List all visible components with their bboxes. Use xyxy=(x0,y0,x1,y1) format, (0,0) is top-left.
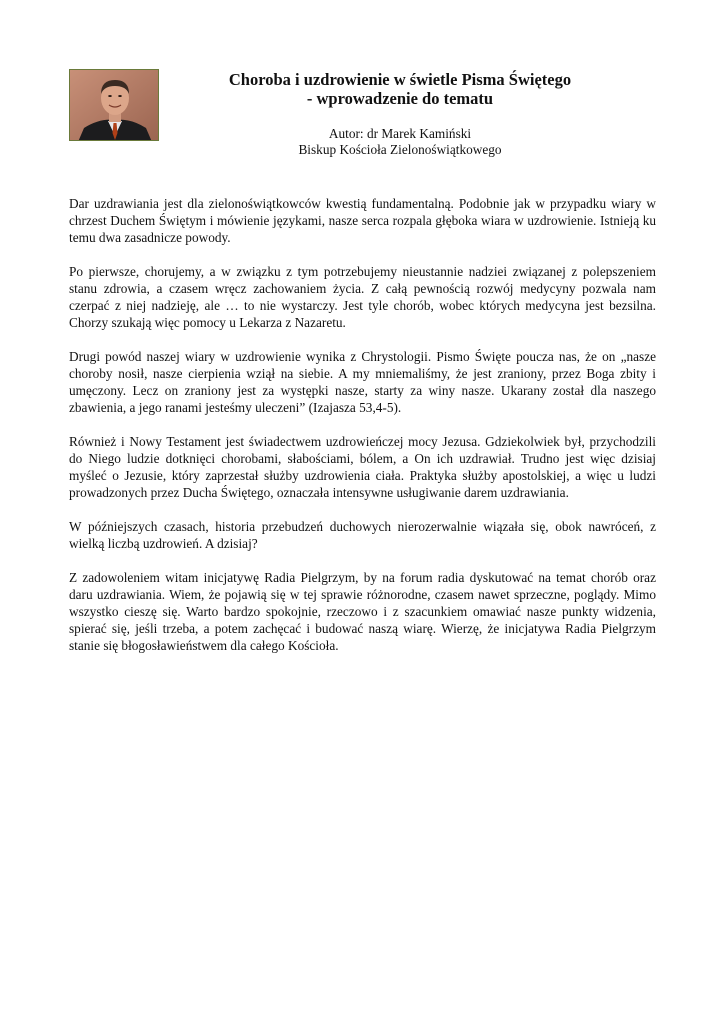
author-photo xyxy=(69,69,159,141)
author-block xyxy=(160,126,640,158)
document-body xyxy=(69,195,656,671)
title-line-1: Choroba i uzdrowienie w świetle Pisma Świętego xyxy=(228,70,572,89)
document-header xyxy=(160,70,640,158)
paragraph: W późniejszych czasach, historia przebudzeń duchowych nierozerwalnie wiązała się, obok nawróceń, z wielką liczbą uzdrowień. A dzisiaj? xyxy=(69,519,656,551)
paragraph: Również i Nowy Testament jest świadectwem uzdrowieńczej mocy Jezusa. Gdziekolwiek był, przychodzili do Niego ludzie dotknięci chorobami, słabościami, bólem, a On ich uzdrawiał. Trudno jest więc dzisiaj myśleć o Jezusie, który zaprzestał służby uzdrowienia ciała. Praktyka służby apostolskiej, a więc u ludzi prowadzonych przez Ducha Świętego, oznaczała intensywne usługiwanie darem uzdrawiania. xyxy=(69,434,656,500)
paragraph: Dar uzdrawiania jest dla zielonoświątkowców kwestią fundamentalną. Podobnie jak w przypadku wiary w chrzest Duchem Świętym i mówienie językami, nasze serca rozpala głęboka wiara w uzdrowienie. Istnieją ku temu dwa zasadnicze powody. xyxy=(69,196,656,245)
paragraph: Z zadowoleniem witam inicjatywę Radia Pielgrzym, by na forum radia dyskutować na temat chorób oraz daru uzdrawiania. Wiem, że pojawią się w tej sprawie różnorodne, czasem nawet sprzeczne, poglądy. Mimo wszystko cieszę się. Warto bardzo spokojnie, rzeczowo i z szacunkiem omawiać nasze punkty widzenia, spierać się, jeśli trzeba, a potem zachęcać i budować naszą wiarę. Wierzę, że inicjatywa Radia Pielgrzym stanie się błogosławieństwem dla całego Kościoła. xyxy=(69,570,656,653)
author-role: Biskup Kościoła Zielonoświątkowego xyxy=(298,142,502,157)
author-name: Autor: dr Marek Kamiński xyxy=(328,126,472,141)
author-portrait-image xyxy=(70,70,159,141)
title-line-2: - wprowadzenie do tematu xyxy=(306,89,494,108)
document-title xyxy=(160,70,640,108)
paragraph: Po pierwsze, chorujemy, a w związku z tym potrzebujemy nieustannie nadziei związanej z polepszeniem stanu zdrowia, a czasem wręcz zachowaniem życia. Z całą pewnością rozwój medycyny pozwala nam czerpać z niej nadzieję, ale … to nie wystarczy. Jest tyle chorób, wobec których medycyna jest bezsilna. Chorzy szukają więc pomocy u Lekarza z Nazaretu. xyxy=(69,264,656,330)
paragraph: Drugi powód naszej wiary w uzdrowienie wynika z Chrystologii. Pismo Święte poucza nas, że on „nasze choroby nosił, nasze cierpienia wziął na siebie. A my mniemaliśmy, że jest zraniony, przez Boga zbity i umęczony. Lecz on zraniony jest za występki nasze, starty za winy nasze. Ukarany został dla naszego zbawienia, a jego ranami jesteśmy uleczeni” (Izajasza 53,4-5). xyxy=(69,349,656,415)
